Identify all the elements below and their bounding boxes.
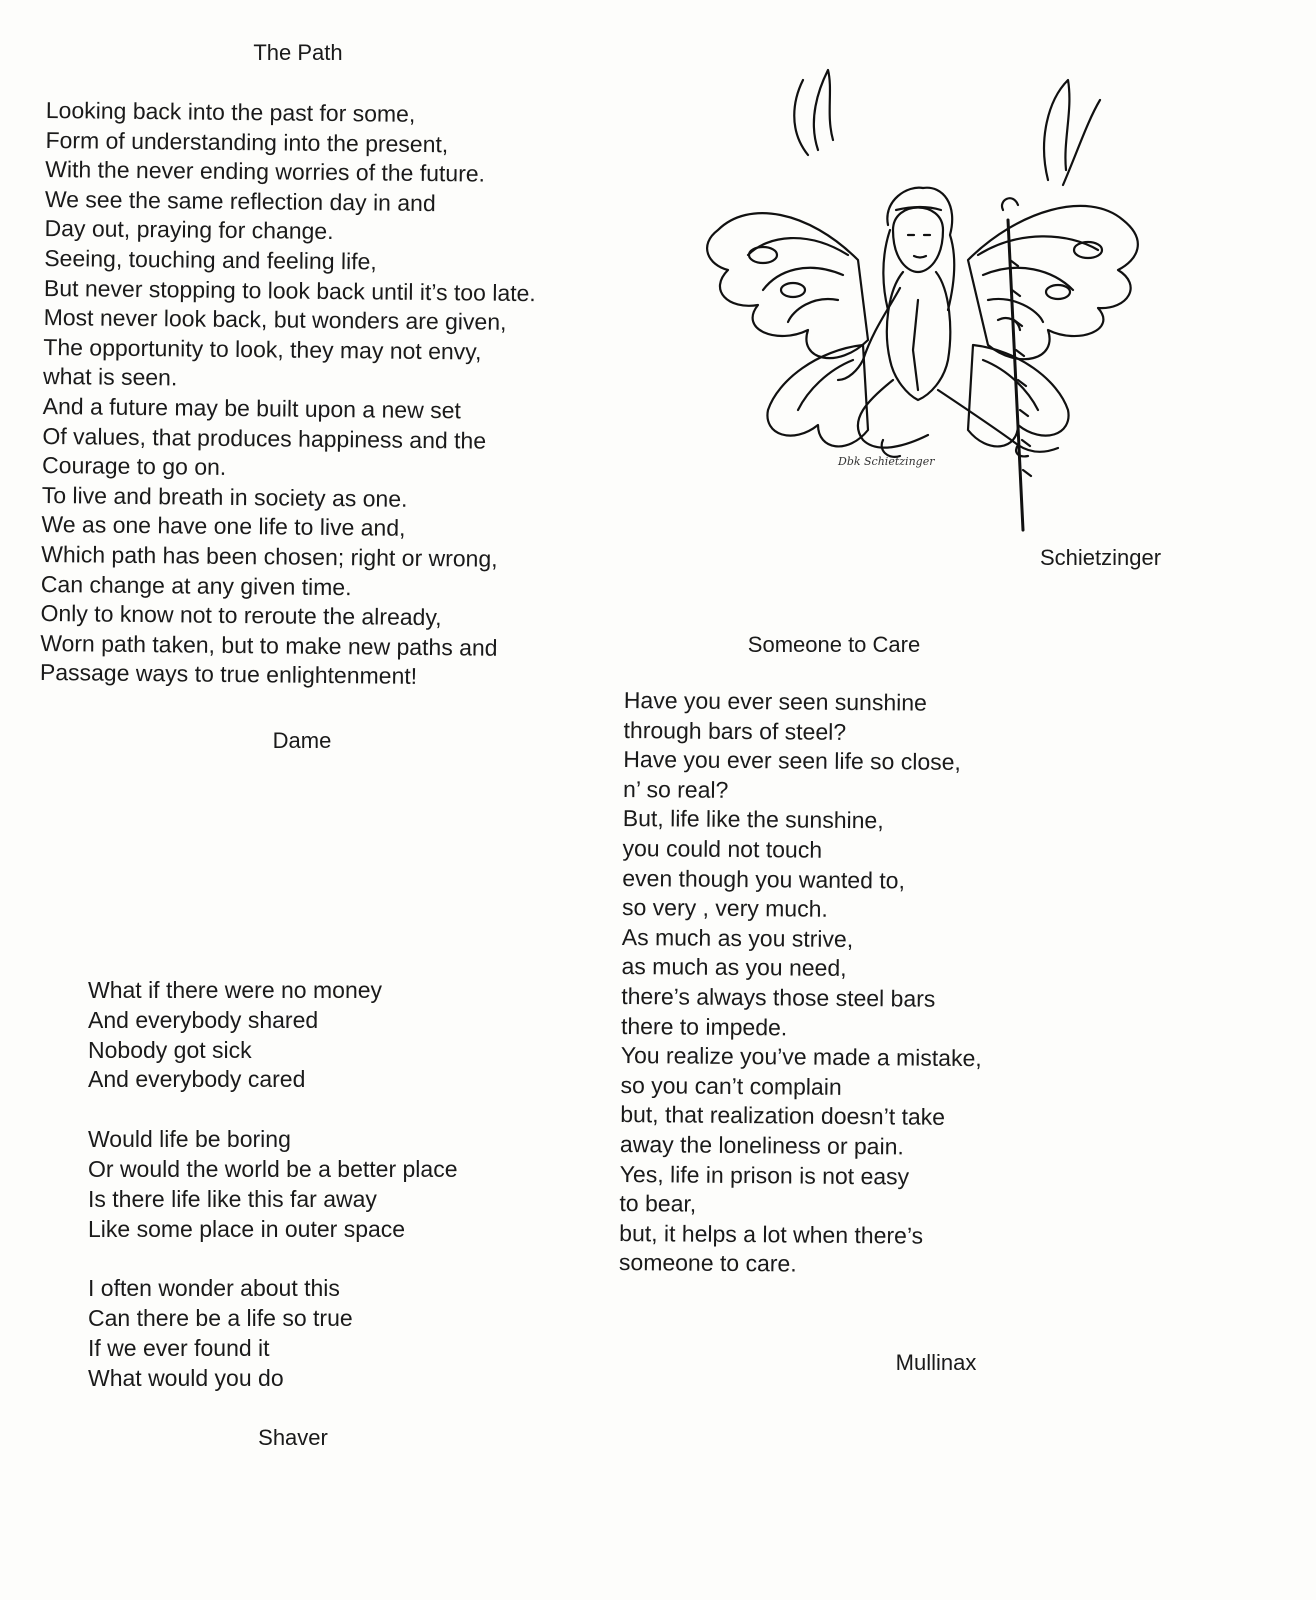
artist-signature: Dbk Schietzinger (838, 455, 935, 468)
poem-line: you could not touch (622, 834, 823, 863)
poem-line: Passage ways to true enlightenment! (39, 659, 418, 690)
poem-line: To live and breath in society as one. (41, 481, 408, 512)
poem-line: Day out, praying for change. (44, 215, 334, 245)
artist-name: Schietzinger (1040, 545, 1162, 570)
poem-line: Is there life like this far away (88, 1185, 377, 1212)
poem-line: to bear, (619, 1190, 697, 1217)
poem-line: Can there be a life so true (88, 1305, 353, 1332)
poem-line: through bars of steel? (623, 716, 847, 745)
poem-line: And a future may be built upon a new set (42, 392, 461, 424)
poem-line: We see the same reflection day in and (44, 185, 436, 216)
poem-line: Have you ever seen sunshine (623, 686, 928, 716)
poem-body (619, 686, 985, 1281)
poem-line: Form of understanding into the present, (45, 126, 449, 157)
poem-line: If we ever found it (88, 1334, 270, 1361)
poem-line: Courage to go on. (41, 452, 227, 481)
poem-line: We as one have one life to live and, (41, 511, 406, 542)
poem-line: someone to care. (618, 1249, 797, 1277)
poem-line: And everybody cared (88, 1066, 306, 1093)
poem-line: As much as you strive, (621, 923, 854, 952)
fairy-illustration (668, 60, 1178, 545)
poem-title: Someone to Care (747, 632, 921, 657)
poem-line: But, life like the sunshine, (622, 805, 884, 834)
poem-line: What would you do (88, 1364, 284, 1391)
poem-body (88, 976, 457, 1424)
stanza (88, 976, 457, 1095)
poem-line: Most never look back, but wonders are given, (43, 304, 507, 335)
poem-line: You realize you’ve made a mistake, (620, 1042, 982, 1072)
stanza (88, 1274, 457, 1393)
poem-line: there’s always those steel bars (621, 982, 936, 1012)
poem-line: With the never ending worries of the future. (45, 156, 486, 187)
poem-line: Yes, life in prison is not easy (619, 1160, 910, 1190)
poem-line: Only to know not to reroute the already, (40, 600, 442, 631)
poem-line: what is seen. (42, 363, 178, 391)
poem-line: Of values, that produces happiness and the (42, 422, 487, 454)
stanza (88, 1125, 457, 1244)
poem-line: And everybody shared (88, 1006, 319, 1033)
poem-line: But never stopping to look back until it’s too late. (43, 274, 536, 306)
poem-line: so very , very much. (621, 894, 828, 922)
poem-line: Can change at any given time. (40, 570, 352, 600)
poem-author: Shaver (258, 1425, 328, 1450)
poem-line: but, that realization doesn’t take (620, 1101, 946, 1131)
poem-line: Worn path taken, but to make new paths and (40, 629, 498, 661)
poem-line: so you can’t complain (620, 1071, 842, 1100)
poem-line: The opportunity to look, they may not envy, (43, 333, 482, 365)
poem-line: Or would the world be a better place (88, 1155, 458, 1182)
poem-line: Would life be boring (88, 1126, 291, 1153)
poem-line: Looking back into the past for some, (45, 96, 416, 127)
poem-line: Nobody got sick (88, 1036, 252, 1063)
poem-line: n’ so real? (622, 775, 729, 803)
poem-line: Like some place in outer space (88, 1215, 406, 1242)
poem-line: Seeing, touching and feeling life, (44, 244, 377, 275)
fairy-drawing (668, 60, 1178, 545)
poem-line: there to impede. (620, 1012, 788, 1040)
poem-author: Mullinax (895, 1350, 977, 1375)
poem-author: Dame (272, 728, 332, 753)
poem-line: Have you ever seen life so close, (623, 746, 961, 776)
poem-line: What if there were no money (88, 977, 383, 1003)
poem-line: away the loneliness or pain. (619, 1130, 904, 1160)
poem-body (40, 96, 538, 693)
poem-line: even though you wanted to, (622, 864, 906, 894)
poem-line: I often wonder about this (88, 1275, 340, 1302)
poem-line: but, it helps a lot when there’s (619, 1219, 924, 1249)
poem-title: The Path (253, 40, 343, 65)
poem-line: Which path has been chosen; right or wrong, (41, 540, 498, 572)
poem-line: as much as you need, (621, 953, 847, 982)
